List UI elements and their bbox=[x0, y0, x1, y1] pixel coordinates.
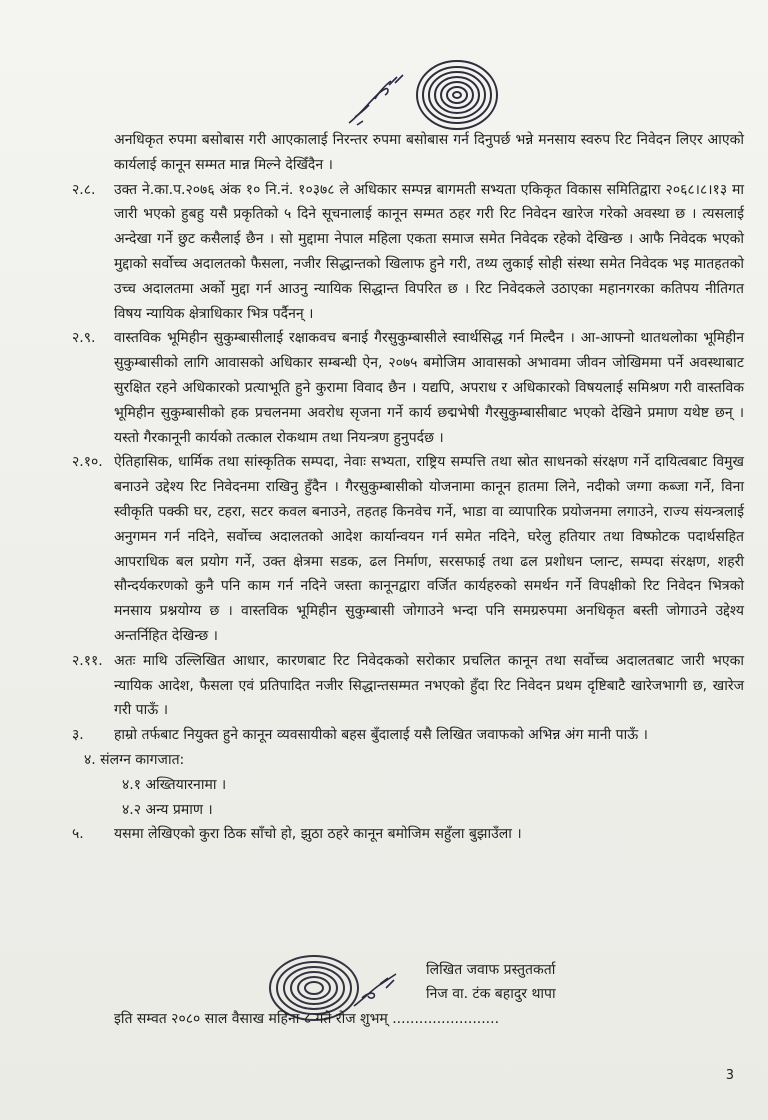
date-line: इति सम्वत २०८० साल वैसाख महिना ८ गते रोज शुभम् ........................ bbox=[114, 1011, 500, 1027]
handwritten-mark-bottom bbox=[354, 974, 396, 1006]
handwritten-mark-top bbox=[349, 75, 403, 125]
declaration bbox=[72, 822, 744, 847]
paragraph-text: उक्त ने.का.प.२०७६ अंक १० नि.नं. १०३७८ ले अधिकार सम्पन्न बागमती सभ्यता एकिकृत विकास समितिद्वारा २०६८।८।१३ मा जारी भएको हुबहु यसै प्रकृतिको ५ दिने सूचनालाई कानून सम्मत ठहर गरी रिट निवेदन खारेज गरेको अवस्था छ । त्यसलाई अन्देखा गर्ने छुट कसैलाई छैन । सो मुद्दामा नेपाल महिला एकता समाज समेत निवेदक रहेको देखिन्छ । आफै निवेदक भएको मुद्दाको सर्वोच्च अदालतको फैसला, नजीर सिद्धान्तको खिलाफ हुने गरी, तथ्य लुकाई सोही संस्था समेत निवेदक भइ मातहतको उच्च अदालतमा अर्को मुद्दा गर्न आउनु न्यायिक सिद्धान्त विपरित छ । रिट निवेदकले उठाएका महानगरका कतिपय नीतिगत विषय न्यायिक क्षेत्राधिकार भित्र पर्दैनन् । bbox=[114, 181, 744, 322]
paragraph-number: २.१०. bbox=[72, 454, 103, 471]
signer-name: निज वा. टंक बहादुर थापा bbox=[426, 986, 556, 1002]
declaration-text: यसमा लेखिएको कुरा ठिक साँचो हो, झुठा ठहरे कानून बमोजिम सहुँला बुझाउँला । bbox=[114, 826, 522, 843]
paragraph-text: अतः माथि उल्लिखित आधार, कारणबाट रिट निवेदकको सरोकार प्रचलित कानून तथा सर्वोच्च अदालतबाट जारी भएका न्यायिक आदेश, फैसला एवं प्रतिपादित नजीर सिद्धान्तसम्मत नभएको हुँदा रिट निवेदन प्रथम दृष्टिबाटै खारेजभागी छ, खारेज गरी पाऊँ । bbox=[114, 652, 744, 719]
paragraph-text: वास्तविक भूमिहीन सुकुम्बासीलाई रक्षाकवच बनाई गैरसुकुम्बासीले स्वार्थसिद्ध गर्न मिल्दैन । आ-आफ्नो थातथलोका भूमिहीन सुकुम्बासीको लागि आवासको अधिकार सम्बन्धी ऐन, २०७५ बमोजिम आवासको अभावमा जीवन जोखिममा पर्ने अवस्थाबाट सुरक्षित रहने अधिकारको प्रत्याभूति हुने कुरामा विवाद छैन । यद्यपि, अपराध र अधिकारको विषयलाई समिश्रण गरी वास्तविक भूमिहीन सुकुम्बासीको हक प्रचलनमा अवरोध सृजना गर्ने कार्य छद्मभेषी गैरसुकुम्बासीबाट भएको देखिने प्रमाण यथेष्ट छन् । यस्तो गैरकानूनी कार्यको तत्काल रोकथाम तथा नियन्त्रण हुनुपर्दछ । bbox=[114, 330, 744, 446]
attachment-item: ४.१ अख्तियारनामा । bbox=[122, 776, 227, 793]
paragraph-3 bbox=[72, 723, 744, 748]
paragraph-number: २.९. bbox=[72, 330, 96, 347]
paragraph-text: हाम्रो तर्फबाट नियुक्त हुने कानून व्यवसायीको बहस बुँदालाई यसै लिखित जवाफको अभिन्न अंग मानी पाऊँ । bbox=[114, 727, 648, 744]
paragraph-2-10 bbox=[72, 450, 744, 648]
intro-continuation: अनधिकृत रुपमा बसोबास गरी आएकालाई निरन्तर रुपमा बसोबास गर्न दिनुपर्छ भन्ने मनसाय स्वरुप रिट निवेदन लिएर आएको कार्यलाई कानून सम्मत मान्न मिल्ने देखिँदैन । bbox=[114, 132, 744, 173]
paragraph-2-8 bbox=[72, 178, 744, 327]
page-number: 3 bbox=[725, 1068, 734, 1083]
paragraph-number: २.८. bbox=[72, 181, 96, 198]
attachment-item: ४.२ अन्य प्रमाण । bbox=[122, 801, 213, 818]
paragraph-number: २.११. bbox=[72, 652, 103, 669]
signature-block bbox=[426, 958, 556, 1006]
attachments-heading: ४. संलग्न कागजात: bbox=[84, 751, 185, 768]
paragraph-2-11 bbox=[72, 649, 744, 723]
paragraph-2-9 bbox=[72, 326, 744, 450]
document-body bbox=[72, 128, 744, 847]
paragraph-text: ऐतिहासिक, धार्मिक तथा सांस्कृतिक सम्पदा, नेवाः सभ्यता, राष्ट्रिय सम्पत्ति तथा स्रोत साधनको संरक्षण गर्ने दायित्वबाट विमुख बनाउने उद्देश्य रिट निवेदनमा राखिनु हुँदैन । गैरसुकुम्बासीको योजनामा कानून हातमा लिने, नदीको जग्गा कब्जा गर्ने, विना स्वीकृति पक्की घर, टहरा, सटर कवल बनाउने, तहतह किनवेच गर्ने, भाडा वा व्यापारिक प्रयोजनमा लगाउने, राज्य संयन्त्रलाई अनुगमन गर्न नदिने, सर्वोच्च अदालतको आदेश कार्यान्वयन गर्न समेत नदिने, घरेलु हतियार तथा विष्फोटक पदार्थसहित आपराधिक बल प्रयोग गर्ने, उक्त क्षेत्रमा सडक, ढल निर्माण, सरसफाई तथा ढल प्रशोधन प्लान्ट, सम्पदा संरक्षण, शहरी सौन्दर्यकरणको कुनै पनि काम गर्न नदिने जस्ता कानूनद्वारा वर्जित कार्यहरुको समर्थन गर्ने विपक्षीको रिट निवेदन भित्रको मनसाय प्रश्नयोग्य छ । वास्तविक भूमिहीन सुकुम्बासी जोगाउने भन्दा पनि समग्ररुपमा अनधिकृत बस्ती जोगाउने उद्देश्य अन्तर्निहित देखिन्छ । bbox=[114, 454, 744, 644]
fingerprint-top bbox=[417, 61, 497, 129]
paragraph-number: ५. bbox=[72, 826, 84, 843]
paragraph-number: ३. bbox=[72, 727, 84, 744]
signer-title: लिखित जवाफ प्रस्तुतकर्ता bbox=[426, 962, 556, 978]
